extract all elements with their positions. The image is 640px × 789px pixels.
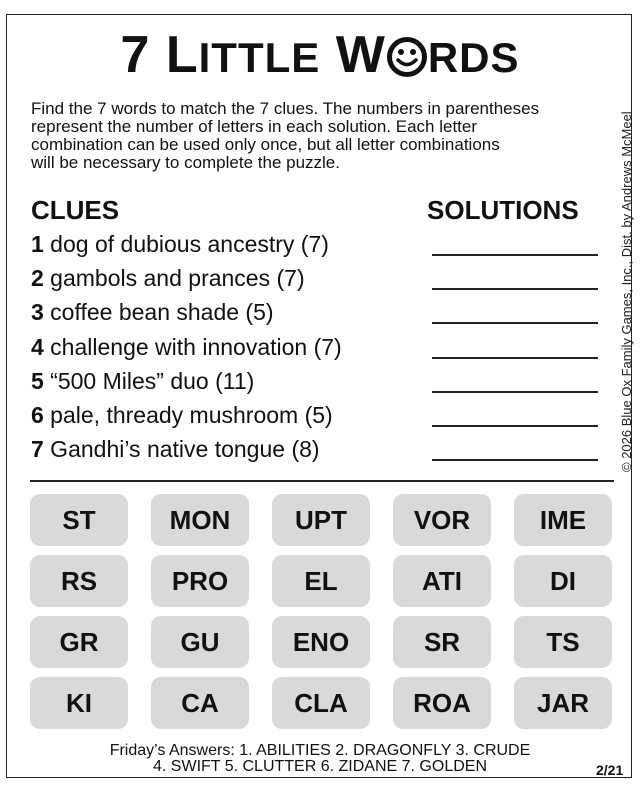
clue-1: 1 dog of dubious ancestry (7)	[31, 231, 329, 257]
letter-tile[interactable]: PRO	[151, 555, 249, 607]
letter-tile[interactable]: ST	[30, 494, 128, 546]
puzzle-title: 7 LITTLE W RDS	[120, 26, 520, 84]
clue-2: 2 gambols and prances (7)	[31, 265, 305, 291]
letter-tile[interactable]: RS	[30, 555, 128, 607]
letter-tile[interactable]: ATI	[393, 555, 491, 607]
letter-tile[interactable]: KI	[30, 677, 128, 729]
letter-tile[interactable]: GU	[151, 616, 249, 668]
letter-tile[interactable]: SR	[393, 616, 491, 668]
divider	[30, 480, 614, 482]
solution-blank-4[interactable]	[432, 357, 598, 359]
letter-tile-grid	[30, 494, 614, 730]
solutions-header: SOLUTIONS	[427, 195, 579, 225]
solution-blank-2[interactable]	[432, 288, 598, 290]
puzzle-date: 2/21	[596, 762, 624, 778]
letter-tile[interactable]: CA	[151, 677, 249, 729]
clue-6: 6 pale, thready mushroom (5)	[31, 402, 333, 428]
clue-4: 4 challenge with innovation (7)	[31, 334, 342, 360]
letter-tile[interactable]: DI	[514, 555, 612, 607]
letter-tile[interactable]: ROA	[393, 677, 491, 729]
solution-blank-1[interactable]	[432, 254, 598, 256]
letter-tile[interactable]: VOR	[393, 494, 491, 546]
letter-tile[interactable]: MON	[151, 494, 249, 546]
letter-tile[interactable]: CLA	[272, 677, 370, 729]
letter-tile[interactable]: IME	[514, 494, 612, 546]
clue-5: 5 “500 Miles” duo (11)	[31, 368, 255, 394]
solution-blank-7[interactable]	[432, 459, 598, 461]
solution-blank-3[interactable]	[432, 322, 598, 324]
solution-blank-5[interactable]	[432, 391, 598, 393]
letter-tile[interactable]: EL	[272, 555, 370, 607]
letter-tile[interactable]: JAR	[514, 677, 612, 729]
letter-tile[interactable]: TS	[514, 616, 612, 668]
copyright-credit: © 2026 Blue Ox Family Games, Inc., Dist. by Andrews McMeel	[619, 111, 634, 472]
letter-tile[interactable]: ENO	[272, 616, 370, 668]
instructions: Find the 7 words to match the 7 clues. The numbers in parentheses represent the number of letters in each solution. Each letter combination can be used only once, but all letter combinations will be necessary to complete the puzzle.	[31, 99, 540, 172]
previous-answers: Friday’s Answers: 1. ABILITIES 2. DRAGONFLY 3. CRUDE 4. SWIFT 5. CLUTTER 6. ZIDANE 7. GOLDEN	[109, 742, 531, 775]
clues-header: CLUES	[31, 195, 120, 225]
letter-tile[interactable]: GR	[30, 616, 128, 668]
letter-tile[interactable]: UPT	[272, 494, 370, 546]
solution-blank-6[interactable]	[432, 425, 598, 427]
smiley-face-icon	[386, 36, 428, 78]
clue-3: 3 coffee bean shade (5)	[31, 299, 274, 325]
clue-7: 7 Gandhi’s native tongue (8)	[31, 436, 320, 462]
